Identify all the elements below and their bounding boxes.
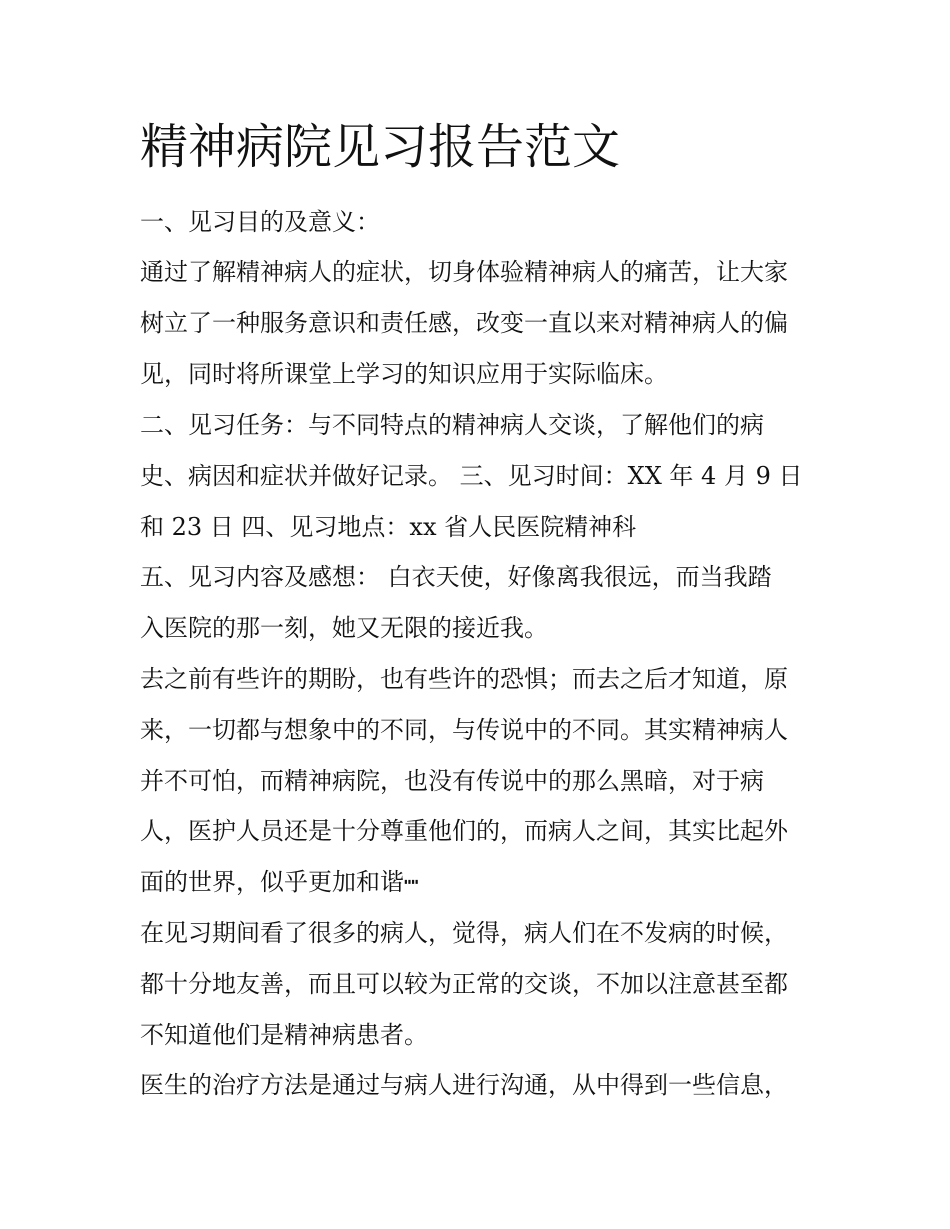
paragraph-line: 见，同时将所课堂上学习的知识应用于实际临床。 bbox=[140, 360, 668, 388]
paragraph-line: 来，一切都与想象中的不同，与传说中的不同。其实精神病人 bbox=[140, 716, 788, 744]
paragraph-line: 和 23 日 四、见习地点：xx 省人民医院精神科 bbox=[140, 513, 637, 541]
paragraph-line: 去之前有些许的期盼，也有些许的恐惧；而去之后才知道，原 bbox=[140, 665, 788, 693]
paragraph-line: 在见习期间看了很多的病人，觉得，病人们在不发病的时候， bbox=[140, 919, 788, 947]
paragraph-line: 面的世界，似乎更加和谐┉ bbox=[140, 868, 419, 896]
paragraph-line: 医生的治疗方法是通过与病人进行沟通，从中得到一些信息， bbox=[140, 1071, 788, 1099]
paragraph-line: 并不可怕，而精神病院，也没有传说中的那么黑暗，对于病 bbox=[140, 767, 764, 795]
paragraph-line: 不知道他们是精神病患者。 bbox=[140, 1021, 428, 1049]
paragraph-line: 人，医护人员还是十分尊重他们的，而病人之间，其实比起外 bbox=[140, 817, 788, 845]
paragraph-line: 五、见习内容及感想： 白衣天使，好像离我很远，而当我踏 bbox=[140, 563, 772, 591]
paragraph-line: 树立了一种服务意识和责任感，改变一直以来对精神病人的偏 bbox=[140, 309, 788, 337]
document-title: 精神病院见习报告范文 bbox=[140, 119, 621, 175]
paragraph-line: 史、病因和症状并做好记录。 三、见习时间：XX 年 4 月 9 日 bbox=[140, 462, 803, 490]
paragraph-line: 二、见习任务：与不同特点的精神病人交谈，了解他们的病 bbox=[140, 411, 764, 439]
paragraph-line: 都十分地友善，而且可以较为正常的交谈，不加以注意甚至都 bbox=[140, 970, 788, 998]
paragraph-line: 通过了解精神病人的症状，切身体验精神病人的痛苦，让大家 bbox=[140, 258, 788, 286]
paragraph-line: 一、见习目的及意义： bbox=[140, 208, 380, 236]
paragraph-line: 入医院的那一刻，她又无限的接近我。 bbox=[140, 614, 548, 642]
